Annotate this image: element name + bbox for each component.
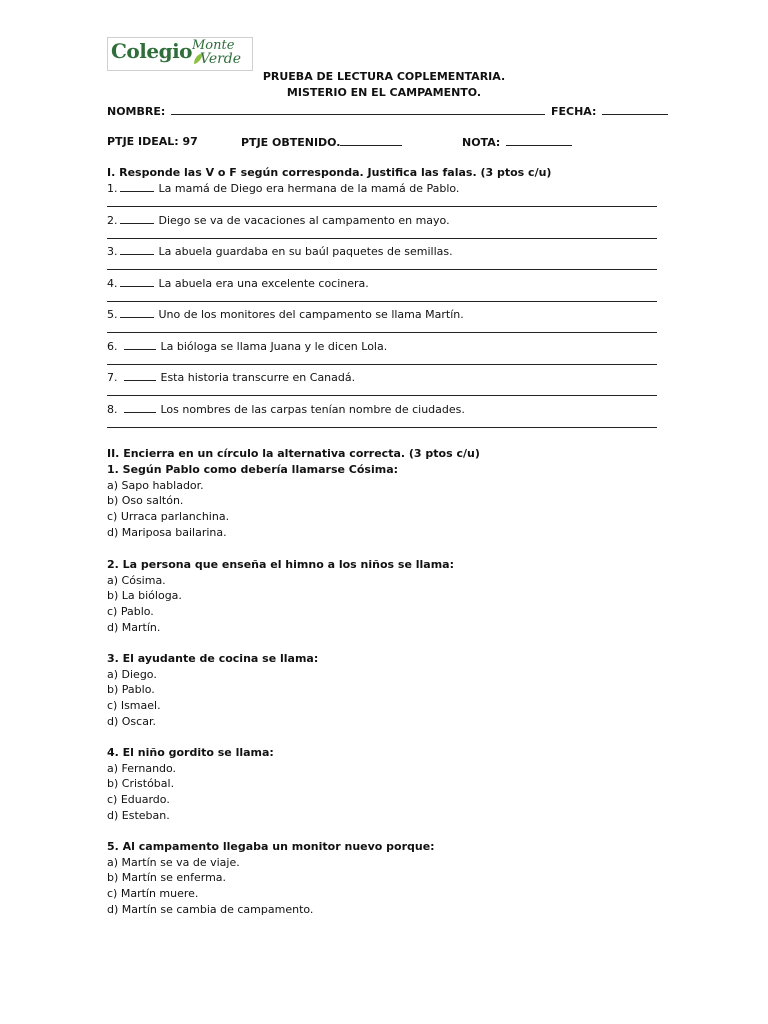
tf-item-text: Diego se va de vacaciones al campamento en mayo. xyxy=(158,214,450,227)
tf-item-number: 3. xyxy=(107,245,118,258)
tf-answer-blank[interactable] xyxy=(124,339,156,350)
nota-row xyxy=(462,135,574,150)
mc-question: 1. Según Pablo como debería llamarse Cósima: xyxy=(107,463,399,476)
mc-option[interactable]: b) Martín se enferma. xyxy=(107,871,227,884)
tf-item xyxy=(107,276,369,291)
tf-answer-blank[interactable] xyxy=(120,276,154,287)
justification-line[interactable] xyxy=(107,206,657,207)
mc-option[interactable]: c) Ismael. xyxy=(107,699,161,712)
mc-option[interactable]: c) Urraca parlanchina. xyxy=(107,510,230,523)
tf-item-text: Los nombres de las carpas tenían nombre de ciudades. xyxy=(160,403,465,416)
mc-question: 4. El niño gordito se llama: xyxy=(107,746,274,759)
nombre-label: NOMBRE: xyxy=(107,105,166,118)
tf-answer-blank[interactable] xyxy=(120,213,154,224)
fecha-field[interactable] xyxy=(602,104,668,115)
school-logo xyxy=(107,37,253,71)
tf-item-number: 7. xyxy=(107,371,118,384)
logo-word-verde: Verde xyxy=(200,51,242,67)
ptje-ideal: PTJE IDEAL: 97 xyxy=(107,135,198,148)
nota-field[interactable] xyxy=(506,135,572,146)
tf-item xyxy=(107,402,465,417)
justification-line[interactable] xyxy=(107,238,657,239)
logo-word-colegio: Colegio xyxy=(111,39,193,63)
justification-line[interactable] xyxy=(107,269,657,270)
mc-question: 2. La persona que enseña el himno a los niños se llama: xyxy=(107,558,454,571)
mc-option[interactable]: d) Mariposa bailarina. xyxy=(107,526,227,539)
tf-answer-blank[interactable] xyxy=(120,181,154,192)
mc-option[interactable]: d) Oscar. xyxy=(107,715,156,728)
ptje-obtenido-row xyxy=(241,135,404,150)
mc-question: 3. El ayudante de cocina se llama: xyxy=(107,652,319,665)
story-title: MISTERIO EN EL CAMPAMENTO. xyxy=(286,86,482,99)
tf-item-number: 1. xyxy=(107,182,118,195)
mc-option[interactable]: b) Cristóbal. xyxy=(107,777,175,790)
justification-line[interactable] xyxy=(107,364,657,365)
tf-item-text: La abuela guardaba en su baúl paquetes de semillas. xyxy=(158,245,453,258)
tf-item-number: 4. xyxy=(107,277,118,290)
mc-option[interactable]: a) Sapo hablador. xyxy=(107,479,204,492)
mc-option[interactable]: c) Pablo. xyxy=(107,605,154,618)
mc-option[interactable]: a) Diego. xyxy=(107,668,157,681)
tf-item xyxy=(107,213,450,228)
ptje-obtenido-field[interactable] xyxy=(340,135,402,146)
mc-question: 5. Al campamento llegaba un monitor nuevo porque: xyxy=(107,840,435,853)
mc-option[interactable]: d) Martín. xyxy=(107,621,161,634)
tf-item-number: 5. xyxy=(107,308,118,321)
ptje-obtenido-label: PTJE OBTENIDO. xyxy=(241,136,341,149)
nombre-field[interactable] xyxy=(171,104,545,115)
mc-option[interactable]: c) Eduardo. xyxy=(107,793,170,806)
tf-item-text: La mamá de Diego era hermana de la mamá de Pablo. xyxy=(158,182,460,195)
justification-line[interactable] xyxy=(107,427,657,428)
mc-option[interactable]: b) La bióloga. xyxy=(107,589,182,602)
section2-heading: II. Encierra en un círculo la alternativa correcta. (3 ptos c/u) xyxy=(107,447,480,460)
mc-option[interactable]: b) Oso saltón. xyxy=(107,494,184,507)
tf-item-text: Uno de los monitores del campamento se llama Martín. xyxy=(158,308,464,321)
tf-item-number: 6. xyxy=(107,340,118,353)
test-title: PRUEBA DE LECTURA COPLEMENTARIA. xyxy=(262,70,506,83)
justification-line[interactable] xyxy=(107,301,657,302)
justification-line[interactable] xyxy=(107,332,657,333)
tf-item xyxy=(107,370,355,385)
mc-option[interactable]: b) Pablo. xyxy=(107,683,155,696)
nota-label: NOTA: xyxy=(462,136,501,149)
tf-answer-blank[interactable] xyxy=(124,370,156,381)
tf-answer-blank[interactable] xyxy=(120,244,154,255)
tf-item-text: La bióloga se llama Juana y le dicen Lola. xyxy=(160,340,388,353)
nombre-row xyxy=(107,104,670,119)
mc-option[interactable]: d) Martín se cambia de campamento. xyxy=(107,903,314,916)
tf-answer-blank[interactable] xyxy=(120,307,154,318)
mc-option[interactable]: a) Martín se va de viaje. xyxy=(107,856,240,869)
tf-item xyxy=(107,339,387,354)
mc-option[interactable]: a) Fernando. xyxy=(107,762,177,775)
mc-option[interactable]: c) Martín muere. xyxy=(107,887,199,900)
tf-item-number: 2. xyxy=(107,214,118,227)
tf-item xyxy=(107,244,453,259)
tf-item-text: Esta historia transcurre en Canadá. xyxy=(160,371,356,384)
tf-item-number: 8. xyxy=(107,403,118,416)
section1-heading: I. Responde las V o F según corresponda. Justifica las falas. (3 ptos c/u) xyxy=(107,166,552,179)
tf-item-text: La abuela era una excelente cocinera. xyxy=(158,277,369,290)
mc-option[interactable]: d) Esteban. xyxy=(107,809,170,822)
tf-item xyxy=(107,307,464,322)
fecha-label: FECHA: xyxy=(550,105,597,118)
mc-option[interactable]: a) Cósima. xyxy=(107,574,166,587)
logo-word-monte: Monte xyxy=(192,38,235,53)
tf-item xyxy=(107,181,459,196)
tf-answer-blank[interactable] xyxy=(124,402,156,413)
justification-line[interactable] xyxy=(107,395,657,396)
